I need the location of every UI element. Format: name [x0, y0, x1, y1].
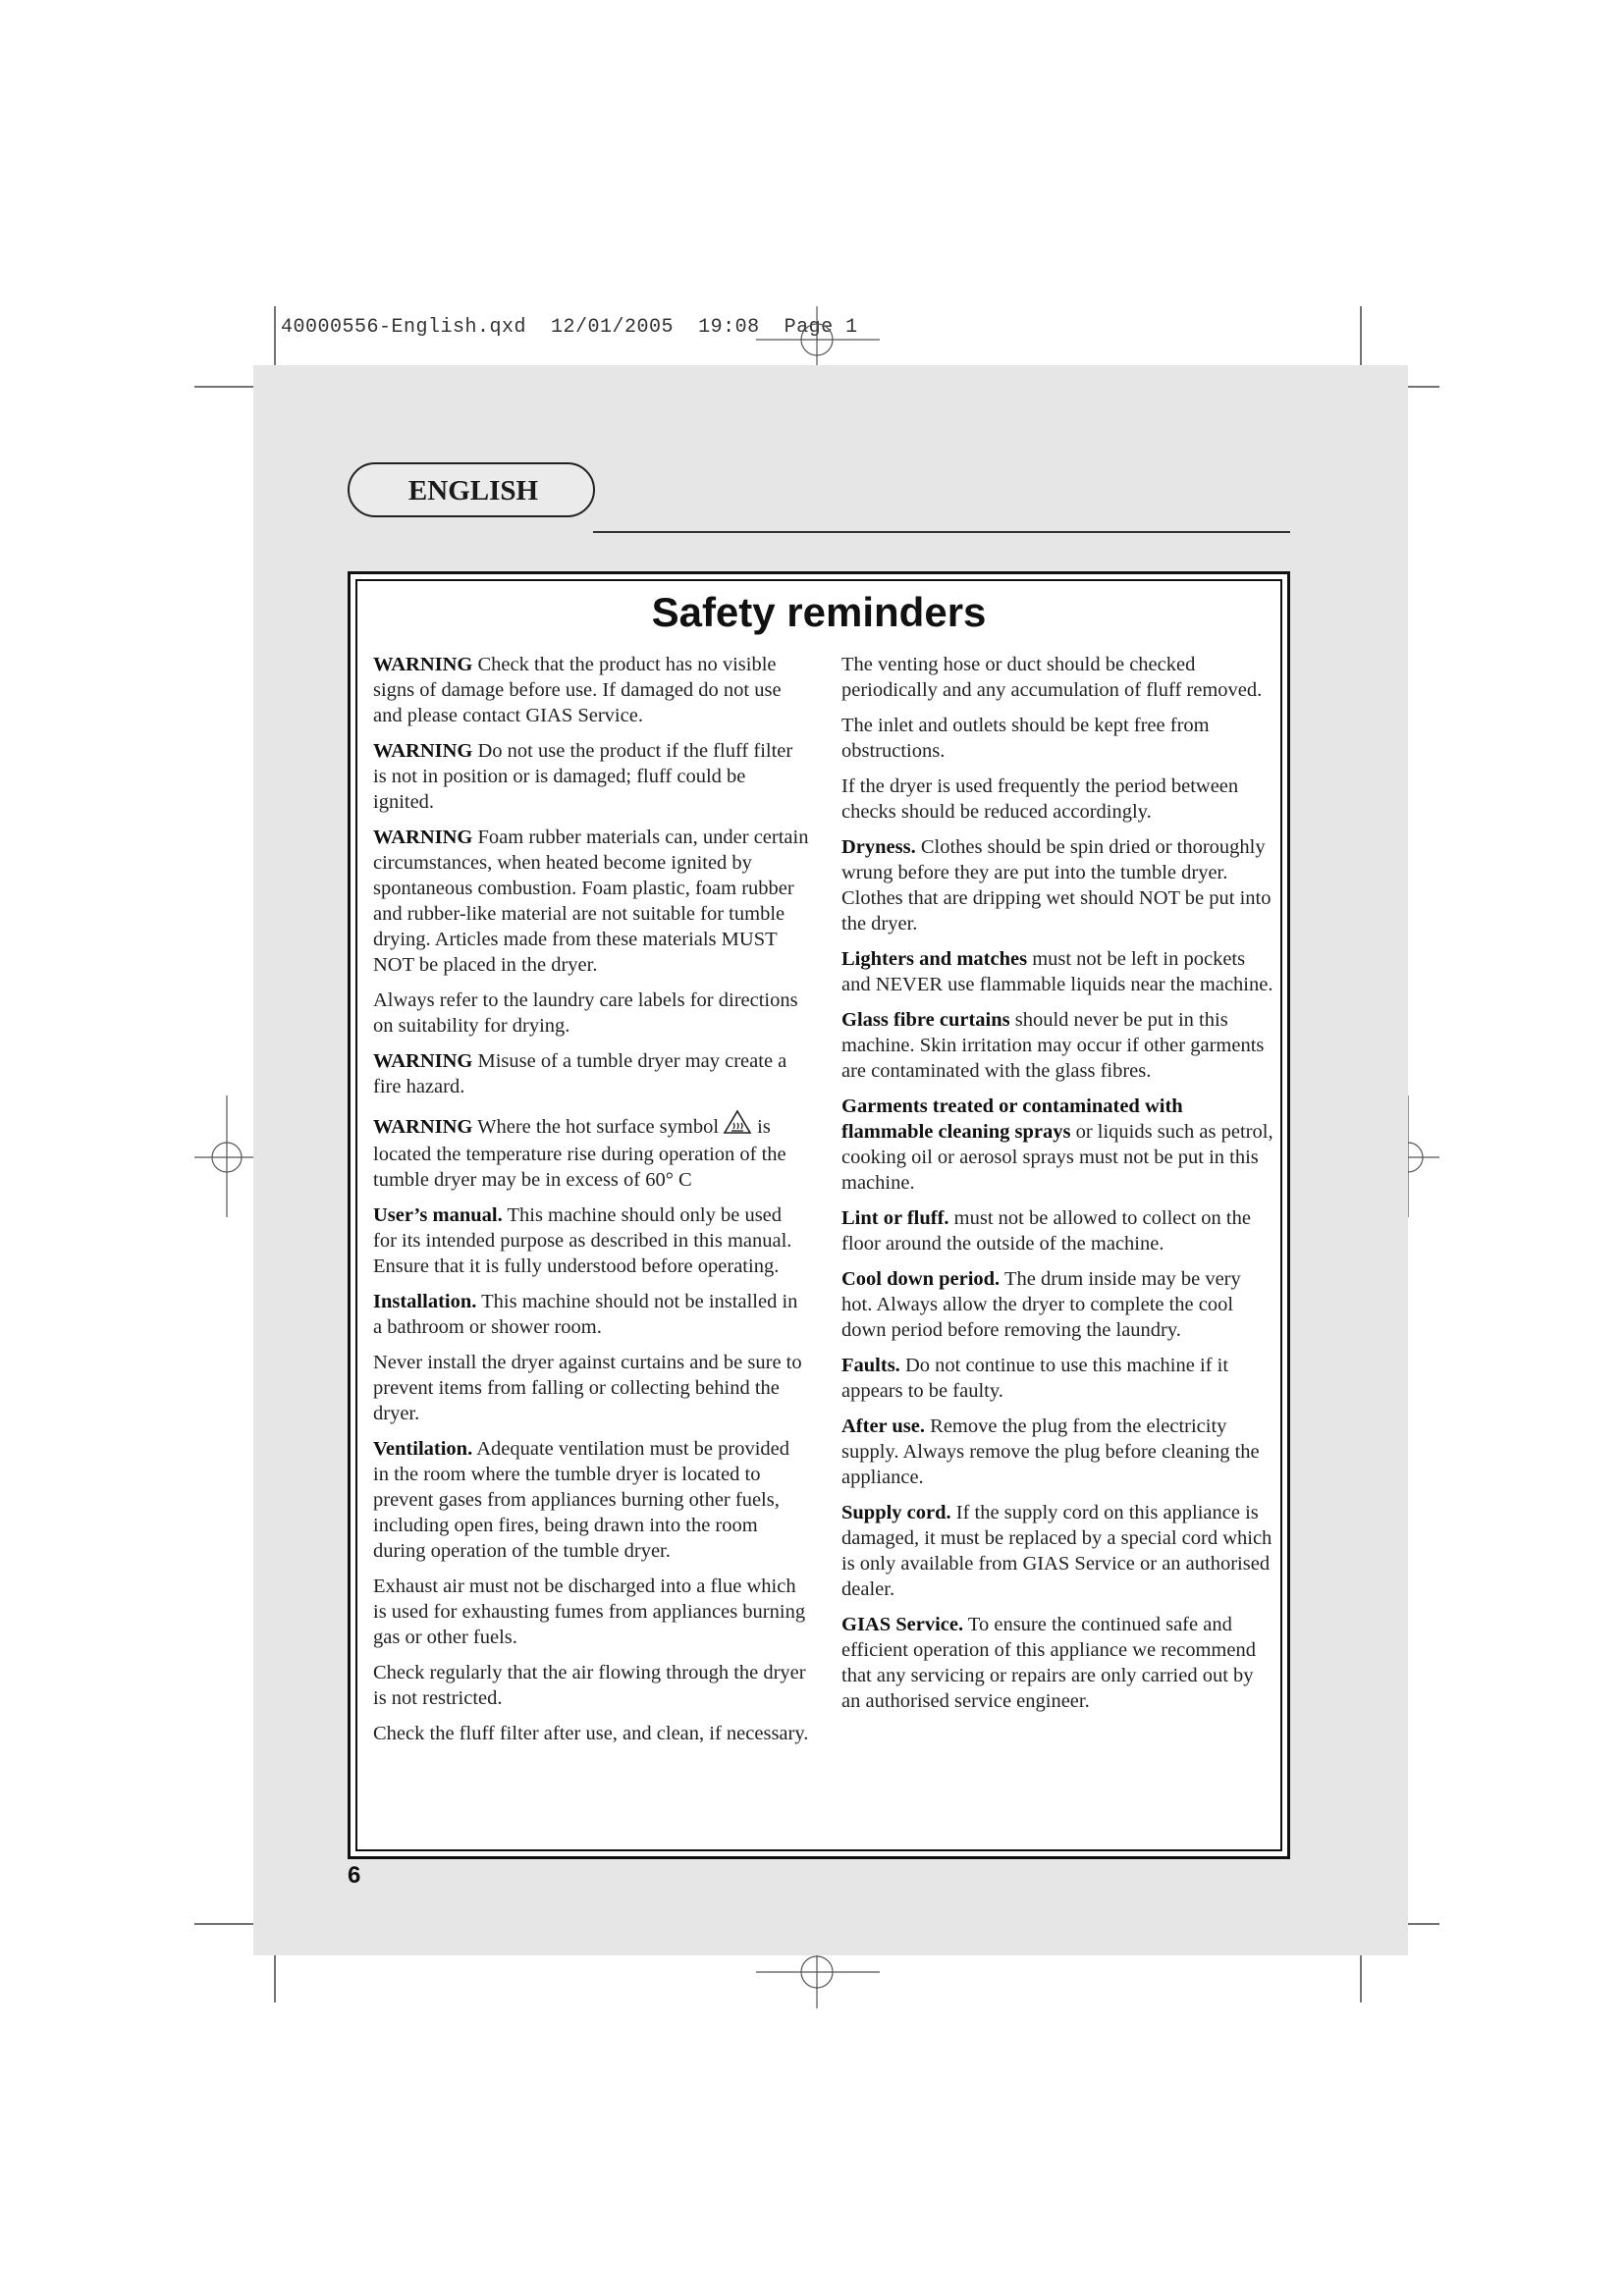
- paragraph-text: Check regularly that the air flowing through the dryer is not restricted.: [373, 1662, 806, 1709]
- paragraph-lead: WARNING: [373, 1050, 473, 1072]
- paragraph: [841, 713, 1273, 764]
- paragraph-lead: Cool down period.: [841, 1268, 1001, 1290]
- paragraph-text: Clothes should be spin dried or thoroughly wrung before they are put into the tumble dryer. Clothes that are dripping wet should NOT be put into the dryer.: [841, 836, 1272, 934]
- paragraph-lead: Ventilation.: [373, 1438, 473, 1460]
- paragraph-text: Never install the dryer against curtains and be sure to prevent items from falling or collecting behind the dryer.: [373, 1352, 802, 1424]
- paragraph: [373, 1721, 809, 1746]
- paragraph: [373, 1202, 809, 1279]
- paragraph-lead: User’s manual.: [373, 1204, 503, 1226]
- paragraph-text: Do not continue to use this machine if it appears to be faulty.: [841, 1355, 1229, 1402]
- paragraph-text: The venting hose or duct should be checked periodically and any accumulation of fluff removed.: [841, 654, 1263, 701]
- paragraph: [373, 1048, 809, 1099]
- paragraph-text: or liquids such as petrol, cooking oil or aerosol sprays must not be put in this machine.: [841, 1121, 1273, 1194]
- paragraph: [373, 652, 809, 728]
- print-slug: 40000556-English.qxd 12/01/2005 19:08 Page 1: [281, 316, 858, 339]
- paragraph-text: Always refer to the laundry care labels for directions on suitability for drying.: [373, 989, 798, 1037]
- paragraph: [373, 1660, 809, 1711]
- paragraph-text: Where the hot surface symbol: [472, 1116, 720, 1138]
- safety-box-inner: [355, 579, 1282, 1851]
- paragraph-lead: WARNING: [373, 740, 473, 762]
- paragraph-text: The inlet and outlets should be kept free from obstructions.: [841, 715, 1210, 762]
- paragraph-lead: Installation.: [373, 1291, 477, 1312]
- paragraph-text: Misuse of a tumble dryer may create a fire hazard.: [373, 1050, 787, 1097]
- paragraph-lead: WARNING: [373, 654, 473, 675]
- page-title: Safety reminders: [651, 589, 987, 635]
- hot-surface-icon: [723, 1109, 752, 1142]
- paragraph-text: If the supply cord on this appliance is damaged, it must be replaced by a special cord which is only available from GIAS Service or an authorised dealer.: [841, 1502, 1272, 1600]
- paragraph-lead: Garments treated or contaminated with flammable cleaning sprays: [841, 1095, 1183, 1143]
- paragraph: [841, 1353, 1273, 1404]
- paragraph-text: should never be put in this machine. Skin irritation may occur if other garments are contaminated with the glass fibres.: [841, 1009, 1265, 1082]
- page-number: 6: [348, 1862, 361, 1889]
- paragraph-text: Foam rubber materials can, under certain circumstances, when heated become ignited by spontaneous combustion. Foam plastic, foam rubber and rubber-like material are not suitable for tumble drying. Articles made from these materials MUST NOT be placed in the dryer.: [373, 827, 809, 976]
- paragraph-lead: Dryness.: [841, 836, 916, 858]
- paragraph-text: Do not use the product if the fluff filter is not in position or is damaged; fluff could be ignited.: [373, 740, 793, 813]
- safety-box: [348, 571, 1290, 1859]
- header-rule: [593, 531, 1290, 533]
- paragraph: [841, 946, 1273, 997]
- paragraph-text: Adequate ventilation must be provided in the room where the tumble dryer is located to prevent gases from appliances burning other fuels, including open fires, being drawn into the room during operation of the tumble dryer.: [373, 1438, 790, 1562]
- paragraph-text: must not be allowed to collect on the floor around the outside of the machine.: [841, 1207, 1251, 1255]
- paragraph-text: If the dryer is used frequently the period between checks should be reduced accordingly.: [841, 775, 1239, 823]
- paragraph-text: This machine should only be used for its intended purpose as described in this manual. Ensure that it is fully understood before operating.: [373, 1204, 792, 1277]
- paragraph: [373, 738, 809, 815]
- right-column: [841, 652, 1273, 1724]
- paragraph: [841, 1205, 1273, 1256]
- paragraph-lead: WARNING: [373, 1116, 473, 1138]
- paragraph-text: Check the fluff filter after use, and clean, if necessary.: [373, 1723, 809, 1744]
- paragraph: [841, 1007, 1273, 1084]
- paragraph-text: To ensure the continued safe and efficient operation of this appliance we recommend that any servicing or repairs are only carried out by an authorised service engineer.: [841, 1614, 1256, 1712]
- paragraph: [841, 1500, 1273, 1602]
- paragraph-text: This machine should not be installed in a bathroom or shower room.: [373, 1291, 798, 1338]
- paragraph: [373, 1574, 809, 1650]
- paragraph-text: Check that the product has no visible signs of damage before use. If damaged do not use and please contact GIAS Service.: [373, 654, 782, 726]
- registration-mark-left: [194, 1095, 257, 1217]
- paragraph-text: The drum inside may be very hot. Always allow the dryer to complete the cool down period before removing the laundry.: [841, 1268, 1241, 1341]
- paragraph-lead: WARNING: [373, 827, 473, 848]
- paragraph-text: must not be left in pockets and NEVER use flammable liquids near the machine.: [841, 948, 1273, 995]
- paragraph-lead: GIAS Service.: [841, 1614, 964, 1635]
- paragraph: [373, 988, 809, 1039]
- paragraph: [841, 652, 1273, 703]
- paragraph-text: Exhaust air must not be discharged into a flue which is used for exhausting fumes from appliances burning gas or other fuels.: [373, 1575, 806, 1648]
- paragraph: [373, 825, 809, 978]
- paragraph-text: is located the temperature rise during operation of the tumble dryer may be in excess of 60° C: [373, 1116, 786, 1191]
- paragraph: [373, 1350, 809, 1426]
- paragraph-text: Remove the plug from the electricity supply. Always remove the plug before cleaning the appliance.: [841, 1415, 1260, 1488]
- paragraph: [841, 1414, 1273, 1490]
- paragraph: [373, 1289, 809, 1340]
- paragraph: [841, 1612, 1273, 1714]
- paragraph-lead: After use.: [841, 1415, 926, 1437]
- paragraph-lead: Lighters and matches: [841, 948, 1028, 970]
- paragraph: [841, 1266, 1273, 1343]
- paragraph: [841, 774, 1273, 825]
- paragraph: [841, 1094, 1273, 1196]
- left-column: [373, 652, 809, 1756]
- paragraph-lead: Faults.: [841, 1355, 900, 1376]
- paragraph: [841, 834, 1273, 936]
- language-tab: [348, 462, 595, 517]
- paragraph-lead: Supply cord.: [841, 1502, 951, 1523]
- paragraph: [373, 1109, 809, 1193]
- paragraph-lead: Glass fibre curtains: [841, 1009, 1010, 1031]
- paragraph: [373, 1436, 809, 1564]
- language-tab-label: ENGLISH: [407, 475, 539, 507]
- paragraph-lead: Lint or fluff.: [841, 1207, 949, 1229]
